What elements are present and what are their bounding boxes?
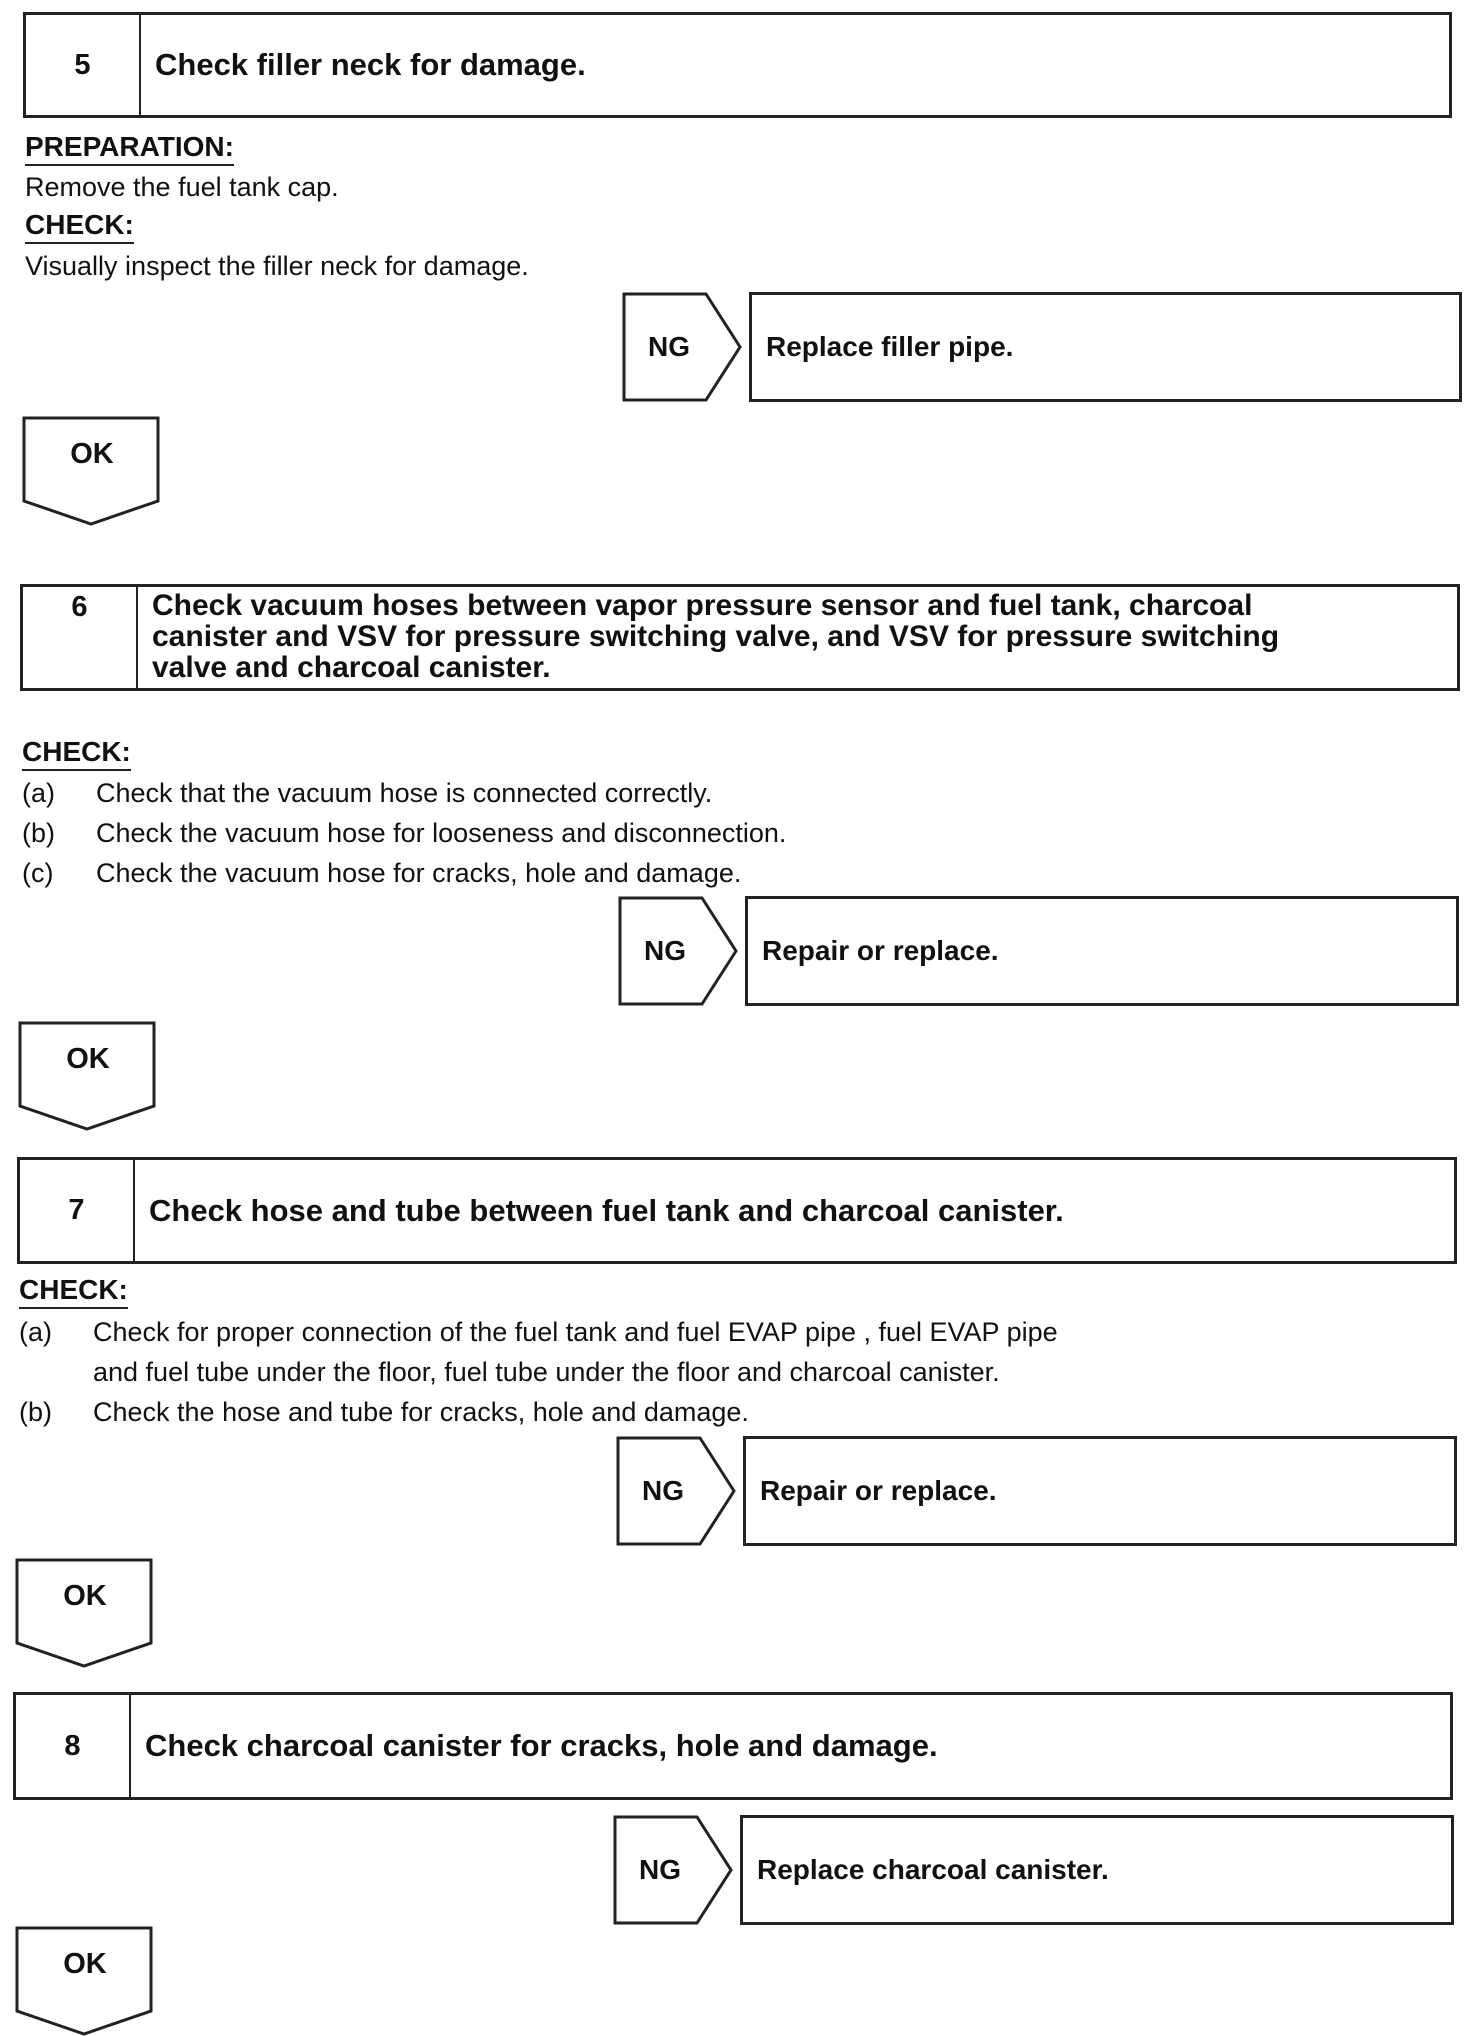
ng-branch: [622, 292, 1272, 402]
ng-action-box: Replace filler pipe.: [749, 292, 1462, 402]
ng-label: NG: [644, 935, 686, 966]
item-marker: (b): [22, 818, 55, 848]
item-text: Check the hose and tube for cracks, hole and damage.: [93, 1397, 749, 1427]
preparation-text: Remove the fuel tank cap.: [25, 172, 339, 202]
ok-branch: [18, 1021, 158, 1131]
preparation-label: PREPARATION:: [25, 132, 234, 166]
step-title-line: canister and VSV for pressure switching valve, and VSV for pressure switching: [152, 620, 1280, 653]
item-marker: (a): [19, 1317, 52, 1347]
item-text: Check the vacuum hose for cracks, hole and damage.: [96, 858, 742, 888]
ng-label: NG: [639, 1854, 681, 1885]
ok-arrow-icon: [15, 1558, 155, 1668]
ng-label: NG: [642, 1475, 684, 1506]
ok-branch: [15, 1558, 155, 1668]
item-marker: (c): [22, 858, 54, 888]
check-label: CHECK:: [19, 1275, 128, 1309]
step-number: 7: [20, 1160, 135, 1261]
item-text: Check for proper connection of the fuel tank and fuel EVAP pipe , fuel EVAP pipe: [93, 1317, 1058, 1347]
step-number: 5: [26, 15, 141, 115]
check-label: CHECK:: [25, 210, 134, 244]
ng-branch: [618, 896, 1268, 1006]
check-item: [22, 853, 741, 893]
check-item: [22, 813, 786, 853]
ok-branch: [22, 416, 162, 526]
step-5-header: [23, 12, 1452, 118]
check-item: [19, 1312, 1058, 1352]
step-title: Check hose and tube between fuel tank and charcoal canister.: [149, 1192, 1064, 1228]
ok-label: OK: [66, 1043, 110, 1075]
check-item: [22, 773, 712, 813]
ng-action-box: Repair or replace.: [743, 1436, 1457, 1546]
ng-label: NG: [648, 331, 690, 362]
item-text: Check the vacuum hose for looseness and disconnection.: [96, 818, 787, 848]
check-item: [19, 1392, 749, 1432]
item-marker: (b): [19, 1397, 52, 1427]
step-7-header: [17, 1157, 1457, 1264]
ok-arrow-icon: [15, 1926, 155, 2036]
step-title-multiline: [138, 587, 1457, 688]
item-text: Check that the vacuum hose is connected correctly.: [96, 778, 713, 808]
item-text: and fuel tube under the floor, fuel tube under the floor and charcoal canister.: [93, 1357, 1000, 1387]
ok-branch: [15, 1926, 155, 2036]
step-8-header: [13, 1692, 1453, 1800]
step-title-line: Check vacuum hoses between vapor pressure sensor and fuel tank, charcoal: [152, 589, 1253, 622]
check-item-continuation: [93, 1352, 1000, 1392]
step-number: 6: [23, 587, 138, 688]
step-title: Check charcoal canister for cracks, hole and damage.: [145, 1728, 938, 1763]
ng-action-box: Repair or replace.: [745, 896, 1459, 1006]
item-marker: (a): [22, 778, 55, 808]
ok-label: OK: [63, 1580, 107, 1612]
check-text: Visually inspect the filler neck for damage.: [25, 251, 529, 281]
ng-branch: [616, 1436, 1266, 1546]
step-6-header: [20, 584, 1460, 691]
step-title: Check filler neck for damage.: [155, 47, 586, 82]
ok-arrow-icon: [22, 416, 162, 526]
step-title-line: valve and charcoal canister.: [152, 651, 551, 684]
ng-branch: [613, 1815, 1263, 1925]
check-label: CHECK:: [22, 737, 131, 771]
step-number: 8: [16, 1695, 131, 1797]
ok-arrow-icon: [18, 1021, 158, 1131]
ok-label: OK: [63, 1948, 107, 1980]
ng-action-box: Replace charcoal canister.: [740, 1815, 1454, 1925]
ok-label: OK: [70, 438, 114, 470]
